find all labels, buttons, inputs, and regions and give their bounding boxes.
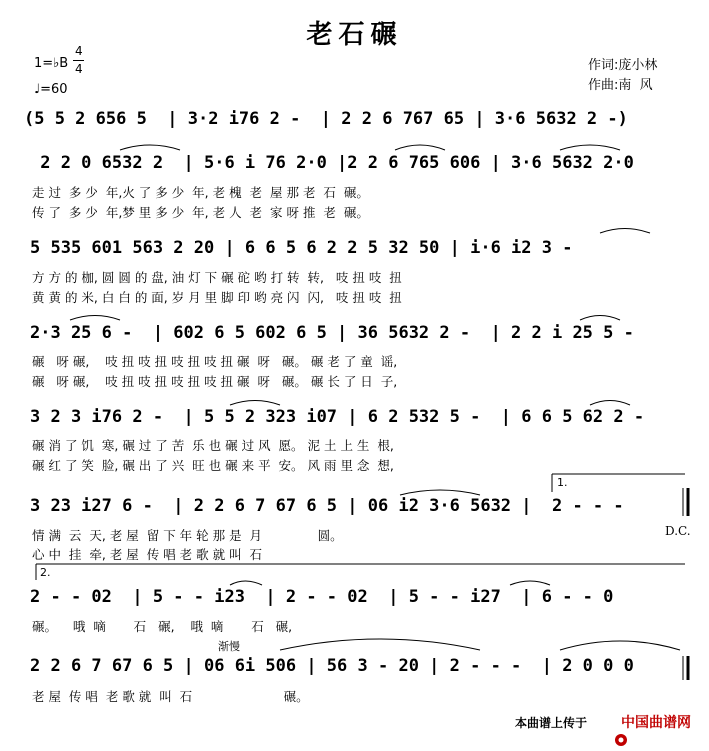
slur: [560, 641, 680, 650]
site-logo-icon: [604, 713, 618, 727]
notation-line-7: 2 - - 02 | 5 - - i23 | 2 - - 02 | 5 - - i27 | 6 - - 0: [30, 587, 614, 607]
notation-line-1: (5 5 2 656 5 | 3·2 i76 2 - | 2 2 6 767 65 | 3·6 5632 2 -): [24, 109, 628, 129]
lyric-line-4-verse-1: 碾 呀 碾, 吱 扭 吱 扭 吱 扭 吱 扭 碾 呀 碾。 碾 老 了 童 谣,: [32, 354, 398, 369]
tempo-change-marking: 渐慢: [218, 640, 240, 653]
slur: [395, 145, 445, 150]
notation-line-5: 3 2 3 i76 2 - | 5 5 2 323 i07 | 6 2 532 5 - | 6 6 5 62 2 -: [30, 407, 645, 427]
notation-line-3: 5 535 601 563 2 20 | 6 6 5 6 2 2 5 32 50 | i·6 i2 3 -: [30, 238, 573, 258]
lyric-line-5-verse-2: 碾 红 了 笑 脸, 碾 出 了 兴 旺 也 碾 来 平 安。 风 雨 里 念 想,: [32, 458, 394, 473]
lyric-line-4-verse-2: 碾 呀 碾, 吱 扭 吱 扭 吱 扭 吱 扭 碾 呀 碾。 碾 长 了 日 子,: [32, 374, 398, 389]
dc-marking: D.C.: [665, 524, 691, 538]
slur: [560, 145, 620, 150]
lyric-line-8: 老 屋 传 唱 老 歌 就 叫 石 碾。: [32, 689, 309, 704]
lyric-line-6-verse-1: 情 满 云 天, 老 屋 留 下 年 轮 那 是 月 圆。: [32, 528, 343, 543]
composer-credit: 作曲:南 风: [588, 78, 653, 93]
slur: [280, 639, 480, 650]
lyric-line-7: 碾。 哦 嘀 石 碾, 哦 嘀 石 碾,: [32, 619, 293, 634]
slur: [400, 490, 480, 495]
lyric-line-3-verse-1: 方 方 的 枷, 圆 圆 的 盘, 油 灯 下 碾 砣 哟 打 转 转, 吱 扭 吱 扭: [32, 270, 402, 285]
time-signature-bottom: 4: [75, 62, 83, 76]
volta-2-label: 2.: [40, 566, 51, 579]
slur: [600, 229, 650, 234]
footer-site-brand[interactable]: 中国曲谱网: [621, 715, 691, 731]
lyric-line-6-verse-2: 心 中 挂 牵, 老 屋 传 唱 老 歌 就 叫 石: [32, 547, 263, 562]
notation-line-2: 2 2 0 6532 2 | 5·6 i 76 2·0 |2 2 6 765 606 | 3·6 5632 2·0: [30, 153, 634, 173]
time-signature-top: 4: [75, 44, 83, 58]
tempo-marking: ♩=60: [34, 82, 68, 97]
notation-line-8: 2 2 6 7 67 6 5 | 06 6i 506 | 56 3 - 20 | 2 - - - | 2 0 0 0: [30, 656, 634, 676]
slur: [230, 581, 262, 585]
notation-line-4: 2·3 25 6 - | 602 6 5 602 6 5 | 36 5632 2 - | 2 2 i 25 5 -: [30, 323, 634, 343]
lyric-line-3-verse-2: 黄 黄 的 米, 白 白 的 面, 岁 月 里 脚 印 哟 亮 闪 闪, 吱 扭 吱 扭: [32, 290, 402, 305]
lyric-line-2-verse-2: 传 了 多 少 年,梦 里 多 少 年, 老 人 老 家 呀 推 老 碾。: [32, 205, 369, 220]
slur: [510, 581, 550, 585]
slur: [120, 145, 180, 150]
slur: [230, 401, 280, 406]
song-title: 老石碾: [306, 20, 403, 50]
slur: [580, 316, 620, 321]
lyric-line-5-verse-1: 碾 消 了 饥 寒, 碾 过 了 苦 乐 也 碾 过 风 愿。 泥 土 上 生 根,: [32, 438, 394, 453]
lyric-line-2-verse-1: 走 过 多 少 年,火 了 多 少 年, 老 槐 老 屋 那 老 石 碾。: [32, 185, 369, 200]
volta-1-label: 1.: [557, 476, 568, 489]
notation-line-6: 3 23 i27 6 - | 2 2 6 7 67 6 5 | 06 i2 3·6 5632 | 2 - - -: [30, 496, 624, 516]
slur: [590, 401, 630, 406]
key-signature: 1=♭B: [34, 56, 69, 71]
slur: [70, 316, 120, 321]
lyricist-credit: 作词:庞小林: [588, 58, 658, 73]
footer-upload-text: 本曲谱上传于: [515, 716, 588, 730]
